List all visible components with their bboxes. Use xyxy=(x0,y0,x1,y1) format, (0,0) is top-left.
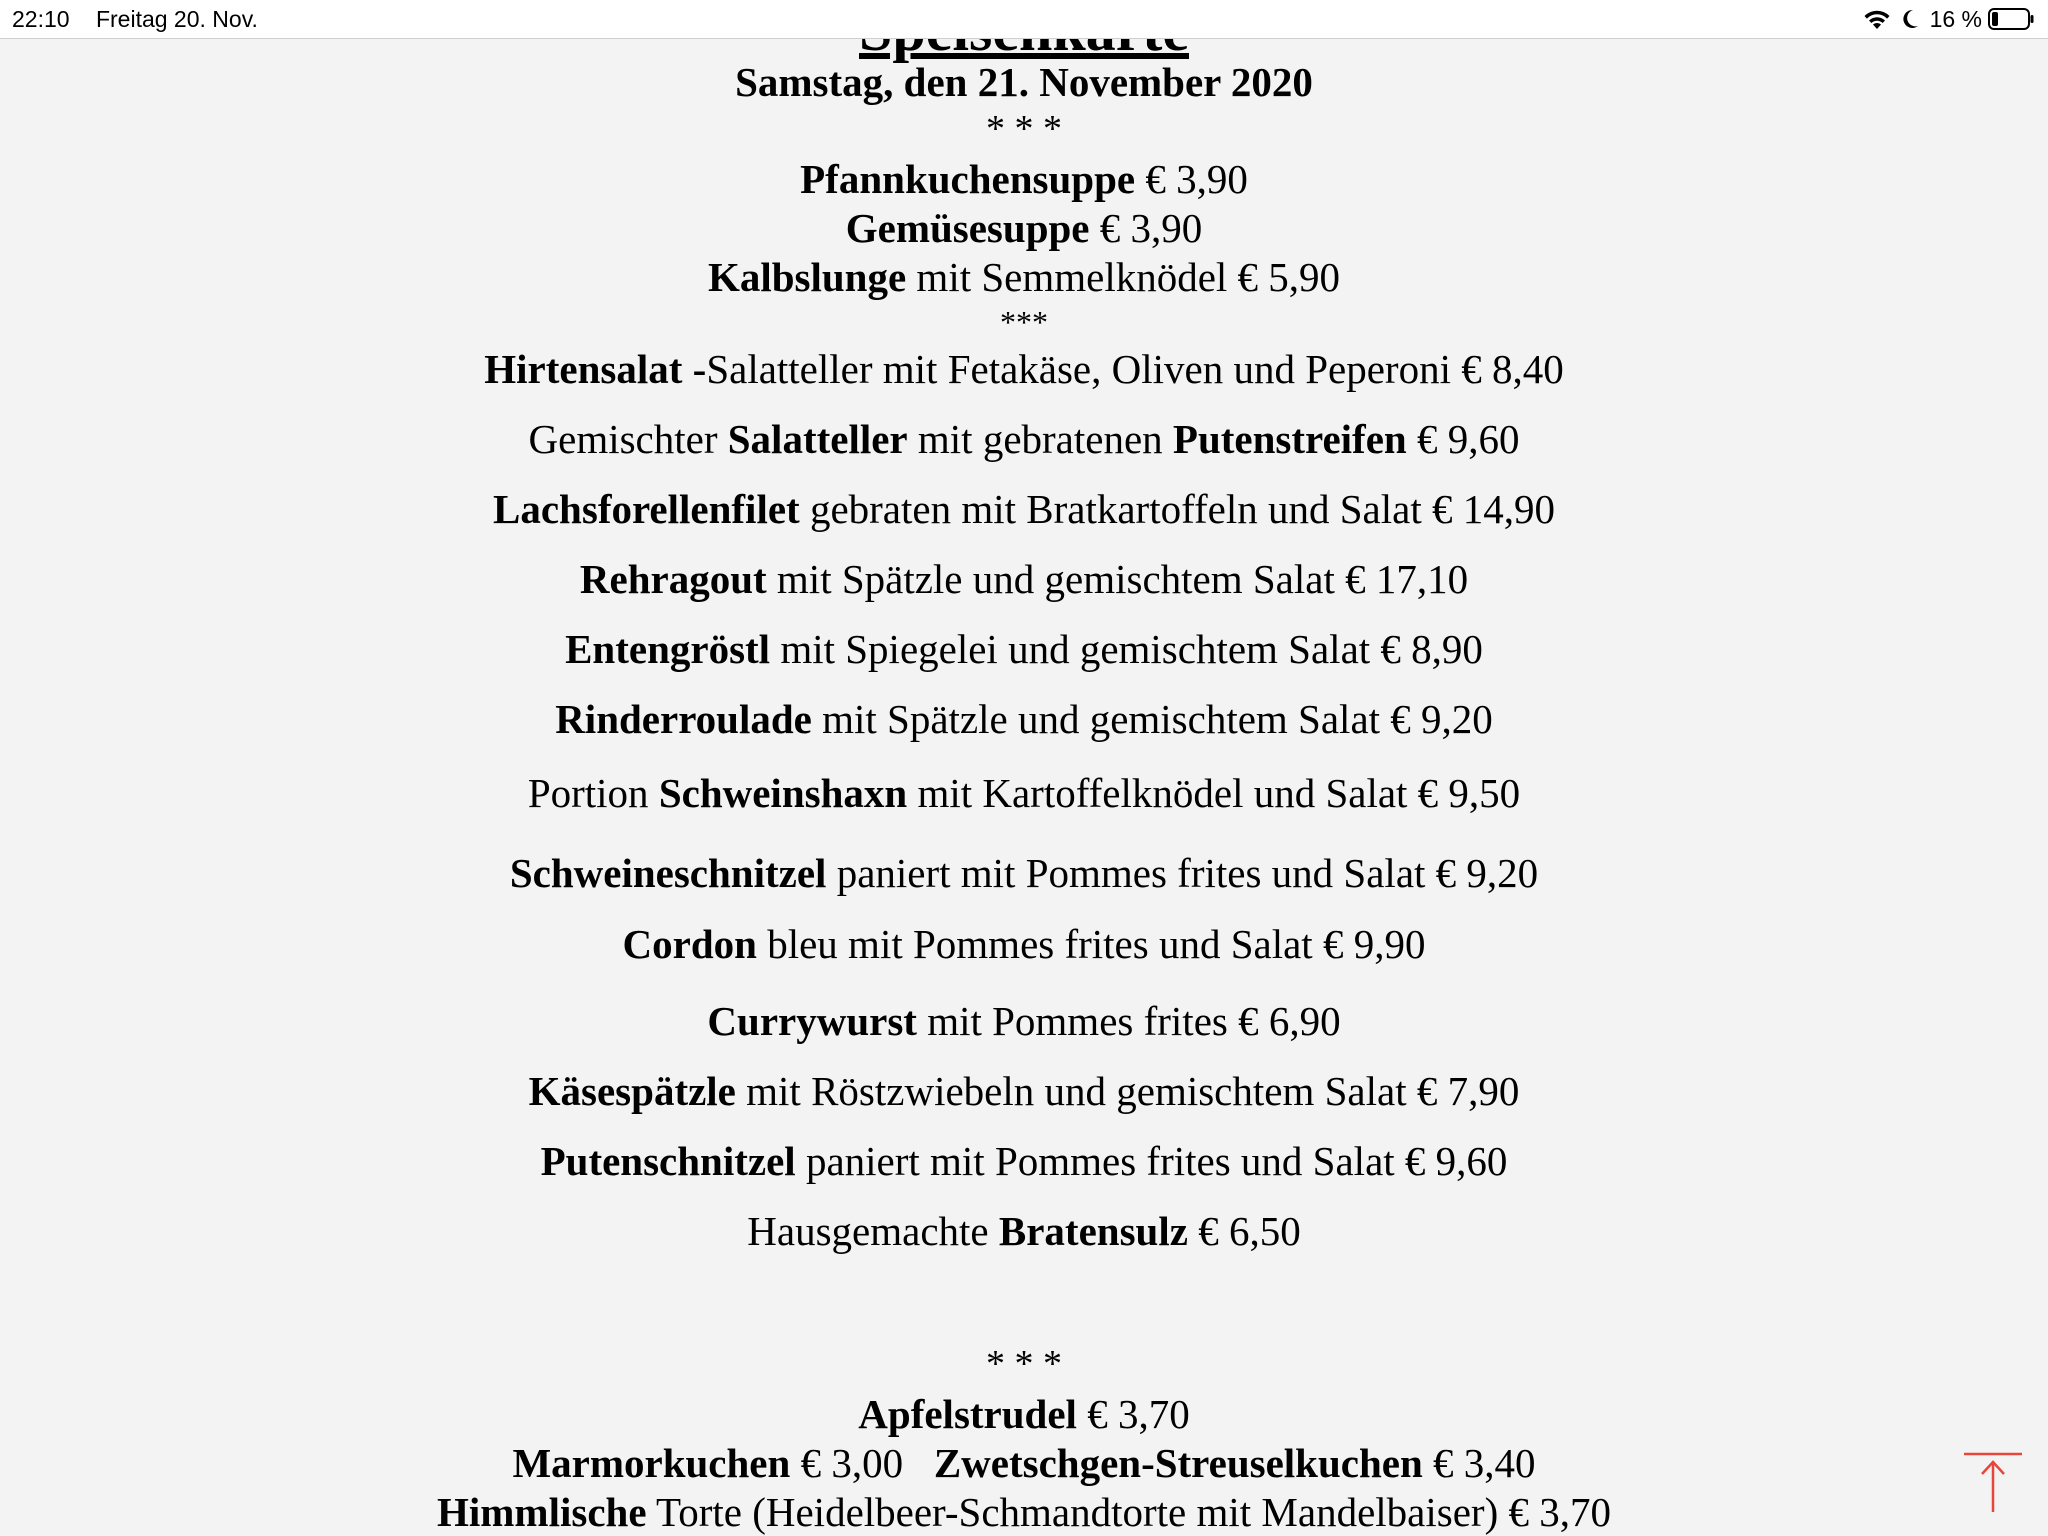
menu-item xyxy=(0,253,2048,301)
item-name: Rinderroulade xyxy=(555,696,812,742)
item-detail: mit Kartoffelknödel und Salat € 9,50 xyxy=(907,770,1521,816)
item-detail: € 3,70 xyxy=(1076,1391,1190,1437)
status-time: 22:10 xyxy=(12,6,70,32)
item-detail: € 3,90 xyxy=(1135,156,1248,202)
item-detail: mit Spätzle und gemischtem Salat € 9,20 xyxy=(811,696,1493,742)
menu-item xyxy=(0,555,2048,603)
item-prefix: Portion xyxy=(527,770,659,816)
item-name: Himmlische xyxy=(437,1489,647,1535)
menu-item xyxy=(0,920,2048,968)
menu-item xyxy=(0,485,2048,533)
item-name: Apfelstrudel xyxy=(858,1391,1077,1437)
menu-item xyxy=(0,1137,2048,1185)
item-detail: mit Spätzle und gemischtem Salat € 17,10 xyxy=(766,556,1469,602)
dessert-item xyxy=(0,1439,2048,1487)
menu-item xyxy=(0,155,2048,203)
item-name: Kalbslunge xyxy=(707,254,907,300)
menu-item xyxy=(0,415,2048,463)
status-right xyxy=(1862,4,2034,34)
menu-item xyxy=(0,849,2048,897)
item-detail: paniert mit Pommes frites und Salat € 9,60 xyxy=(795,1138,1508,1184)
item-detail: mit gebratenen xyxy=(907,416,1173,462)
dessert-item xyxy=(0,1488,2048,1536)
separator-stars-3: * * * xyxy=(986,1343,1062,1385)
item-detail: € 3,00 xyxy=(790,1440,934,1486)
item-name: Currywurst xyxy=(707,998,917,1044)
dessert-item xyxy=(0,1390,2048,1438)
item-detail: bleu mit Pommes frites und Salat € 9,90 xyxy=(756,921,1426,967)
status-date: Freitag 20. Nov. xyxy=(95,6,258,32)
item-name-2: Zwetschgen-Streuselkuchen xyxy=(933,1440,1423,1486)
item-detail: mit Röstzwiebeln und gemischtem Salat € 7,90 xyxy=(735,1068,1520,1114)
arrow-up-to-top-icon[interactable] xyxy=(1958,1448,2028,1518)
item-name: Pfannkuchensuppe xyxy=(800,156,1136,202)
item-name: Marmorkuchen xyxy=(512,1440,791,1486)
item-name: Lachsforellenfilet xyxy=(493,486,800,532)
item-name: Rehragout xyxy=(579,556,767,602)
item-name: Bratensulz xyxy=(998,1208,1188,1254)
item-detail: mit Semmelknödel € 5,90 xyxy=(906,254,1341,300)
item-name-2: Putenstreifen xyxy=(1172,416,1407,462)
item-name: Schweineschnitzel xyxy=(509,850,827,896)
status-bar xyxy=(0,0,2048,39)
item-name: Putenschnitzel xyxy=(540,1138,796,1184)
item-prefix: Hausgemachte xyxy=(747,1208,999,1254)
moon-icon xyxy=(1900,8,1920,30)
item-prefix: Gemischter xyxy=(528,416,728,462)
item-name: Entengröstl xyxy=(565,626,771,672)
item-detail: mit Spiegelei und gemischtem Salat € 8,90 xyxy=(770,626,1483,672)
wifi-icon xyxy=(1862,7,1892,31)
menu-item xyxy=(0,769,2048,817)
menu-item xyxy=(0,204,2048,252)
menu-item xyxy=(0,345,2048,393)
menu-item xyxy=(0,1067,2048,1115)
menu-item xyxy=(0,695,2048,743)
separator-stars-2: *** xyxy=(1000,304,1048,340)
item-name: Salatteller xyxy=(727,416,908,462)
item-name: Schweinshaxn xyxy=(658,770,908,816)
menu-date: Samstag, den 21. November 2020 xyxy=(735,59,1313,105)
item-name: Cordon xyxy=(622,921,757,967)
item-detail: gebraten mit Bratkartoffeln und Salat € 14,90 xyxy=(799,486,1555,532)
menu-item xyxy=(0,625,2048,673)
item-name: Käsespätzle xyxy=(528,1068,736,1114)
item-detail: mit Pommes frites € 6,90 xyxy=(916,998,1341,1044)
item-name: Gemüsesuppe xyxy=(845,205,1090,251)
item-price: € 3,40 xyxy=(1422,1440,1536,1486)
item-detail: Torte (Heidelbeer-Schmandtorte mit Mandelbaiser) € 3,70 xyxy=(646,1489,1611,1535)
menu-title-clipped xyxy=(0,38,2048,50)
item-detail: € 3,90 xyxy=(1089,205,1203,251)
item-detail: € 6,50 xyxy=(1187,1208,1301,1254)
item-detail: Salatteller mit Fetakäse, Oliven und Peperoni € 8,40 xyxy=(706,346,1564,392)
battery-percent: 16 % xyxy=(1929,5,1982,32)
status-left xyxy=(12,6,258,33)
battery-icon xyxy=(1988,8,2034,30)
menu-item xyxy=(0,997,2048,1045)
item-detail: paniert mit Pommes frites und Salat € 9,20 xyxy=(826,850,1539,896)
separator-stars-1: * * * xyxy=(986,108,1062,150)
item-name: Hirtensalat - xyxy=(484,346,707,392)
menu-item xyxy=(0,1207,2048,1255)
item-price: € 9,60 xyxy=(1406,416,1520,462)
